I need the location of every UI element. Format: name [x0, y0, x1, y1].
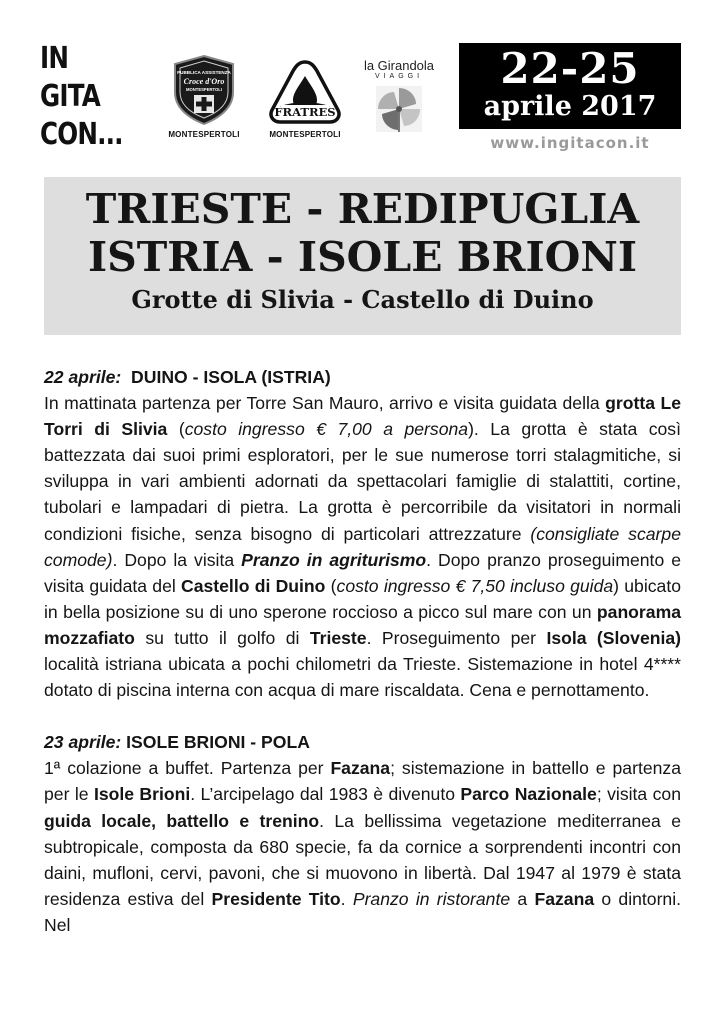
day-description — [44, 755, 681, 938]
title-line-2: ISTRIA - ISOLE BRIONI — [87, 233, 638, 281]
fratres-triangle-icon — [267, 58, 343, 126]
brand-wordmark — [40, 40, 147, 154]
logo1-line1: PUBBLICA ASSISTENZA — [177, 70, 231, 75]
text-run: Isole Brioni — [93, 784, 191, 805]
day-title: DUINO - ISOLA (ISTRIA) — [131, 367, 331, 387]
text-run: località istriana ubicata a pochi chilometri da Trieste. Sistemazione in hotel 4**** dotato di piscina interna con acqua di mare riscaldata. Cena e pernottamento. — [44, 654, 681, 701]
text-run: Parco Nazionale — [460, 784, 597, 805]
text-run: su tutto il golfo di — [134, 627, 310, 648]
logo3-title: la Girandola — [363, 58, 435, 73]
text-run: Isola (Slovenia) — [546, 627, 682, 648]
text-run: . La bellissima vegetazione mediterranea e subtropicale, composta da 680 specie, fa da cornice a sorprendenti incontri con daini, mufloni, cervi, pavoni, che si muovono in libertà. Dal 1947 al 1979 è stata residenza estiva del — [44, 810, 681, 909]
text-run: Castello di Duino — [181, 575, 326, 596]
logo1-caption: MONTESPERTOLI — [168, 130, 240, 139]
text-run: . Proseguimento per — [366, 627, 547, 648]
brand-line: GITA — [40, 79, 100, 114]
day-date: 23 aprile: — [44, 732, 122, 753]
logo2-name: FRATRES — [274, 105, 336, 119]
text-run: . L’arcipelago dal 1983 è divenuto — [190, 784, 461, 805]
fratres-logo — [264, 58, 346, 139]
text-run: . Dopo la visita — [112, 549, 242, 570]
text-run: costo ingresso € 7,50 incluso guida — [336, 575, 614, 596]
croce-doro-logo — [164, 54, 244, 139]
text-run: . Dopo pranzo proseguimento e visita guidata del — [44, 549, 681, 596]
day-date: 22 aprile: — [44, 367, 122, 387]
subtitle: Grotte di Slivia - Castello di Duino — [131, 285, 594, 314]
text-run: ). La grotta è stata così battezzata dai suoi primi esploratori, per le sue numerose torri stalagmitiche, si sviluppa in vari ambienti adornati da spettacolari famiglie di stalattiti, cortine, tubolari e lampadari di pietra. La grotta è percorribile da visitatori in normali condizioni fisiche, senza bisogno di particolari attrezzature — [44, 419, 681, 544]
itinerary — [44, 364, 681, 938]
day-heading — [44, 364, 681, 390]
date-month: aprile 2017 — [483, 91, 657, 122]
text-run: costo ingresso € 7,00 a persona — [184, 419, 469, 440]
girandola-logo — [355, 58, 443, 140]
text-run: (consigliate scarpe comode) — [44, 523, 681, 570]
text-run: grotta Le Torri di Slivia — [44, 393, 681, 440]
text-run: panorama mozzafiato — [44, 601, 681, 648]
text-run: ; visita con — [596, 784, 681, 805]
date-range: 22-25 — [500, 44, 640, 93]
text-run: In mattinata partenza per Torre San Mauro, arrivo e visita guidata della — [44, 393, 606, 414]
text-run: ; sistemazione in battello e partenza per le — [44, 758, 681, 805]
text-run: . — [340, 888, 353, 909]
logo1-line2: Croce d'Oro — [183, 77, 225, 86]
day-heading — [44, 729, 681, 755]
title-line-1: TRIESTE - REDIPUGLIA — [85, 185, 640, 233]
shield-icon — [171, 54, 237, 126]
text-run: 1ª colazione a buffet. Partenza per — [44, 758, 331, 779]
brand-line: CON... — [40, 117, 123, 152]
date-box — [459, 43, 681, 129]
text-run: ( — [167, 419, 185, 440]
text-run: Fazana — [534, 888, 595, 909]
day-title: ISOLE BRIONI - POLA — [126, 732, 310, 753]
text-run: ) ubicato in bella posizione su di uno sperone roccioso a picco sul mare con un — [44, 575, 681, 622]
text-run: Presidente Tito — [211, 888, 341, 909]
text-run: Pranzo in agriturismo — [241, 549, 427, 570]
logo1-line3: MONTESPERTOLI — [186, 87, 222, 92]
text-run: guida locale, battello e trenino — [44, 810, 320, 831]
text-run: ( — [325, 575, 337, 596]
text-run: o dintorni. Nel — [44, 888, 682, 935]
logo2-caption: MONTESPERTOLI — [269, 130, 341, 139]
day-description — [44, 390, 681, 703]
title-box — [44, 177, 681, 335]
brand-line: IN — [40, 41, 69, 76]
logo3-sub: VIAGGI — [374, 73, 424, 80]
pinwheel-icon — [372, 82, 426, 136]
text-run: Trieste — [309, 627, 367, 648]
text-run: Fazana — [330, 758, 391, 779]
text-run: Pranzo in ristorante — [352, 888, 511, 909]
text-run: a — [510, 888, 535, 909]
website-link[interactable]: www.ingitacon.it — [490, 134, 650, 152]
